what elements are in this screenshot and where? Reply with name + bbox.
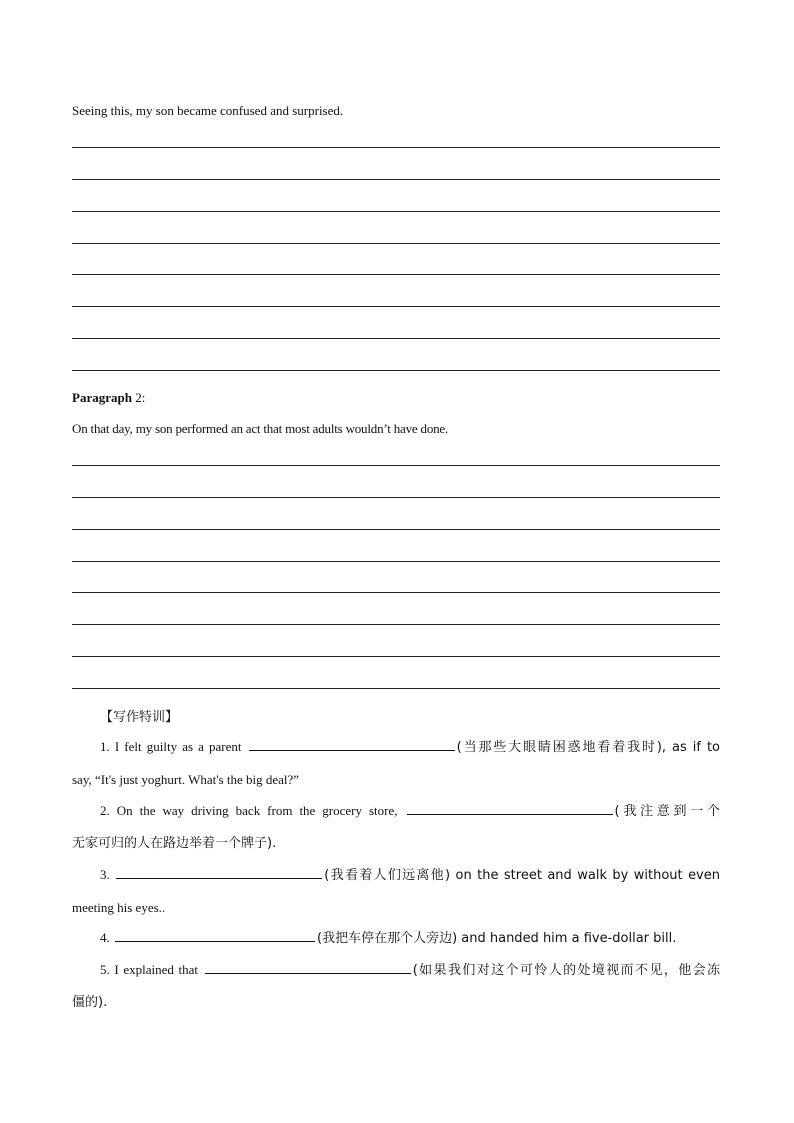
item-prefix: 2. On the way driving back from the grocery store,	[100, 803, 398, 818]
item-line	[72, 795, 720, 828]
training-item-5	[72, 954, 720, 1019]
writing-line[interactable]	[72, 656, 720, 657]
writing-line[interactable]	[72, 370, 720, 371]
writing-line[interactable]	[72, 243, 720, 244]
item-continuation: meeting his eyes..	[72, 900, 166, 915]
answer-blank[interactable]	[116, 866, 322, 879]
item-hint: (我注意到一个	[614, 804, 720, 819]
item-hint: (我把车停在那个人旁边) and handed him a five-dollar bill.	[317, 931, 677, 946]
training-item-4	[72, 922, 720, 955]
item-line	[72, 731, 720, 764]
writing-line[interactable]	[72, 529, 720, 530]
writing-line[interactable]	[72, 338, 720, 339]
item-prefix: 1. I felt guilty as a parent	[100, 739, 242, 754]
item-continuation: 僵的).	[72, 995, 108, 1010]
answer-blank[interactable]	[205, 961, 411, 974]
writing-line[interactable]	[72, 147, 720, 148]
item-line	[72, 954, 720, 987]
writing-line[interactable]	[72, 561, 720, 562]
writing-line[interactable]	[72, 624, 720, 625]
training-item-2	[72, 795, 720, 860]
writing-line[interactable]	[72, 274, 720, 275]
item-hint: (当那些大眼睛困惑地看着我时), as if to	[456, 740, 721, 755]
writing-line[interactable]	[72, 497, 720, 498]
item-prefix: 4.	[100, 930, 110, 945]
item-continuation: 无家可归的人在路边举着一个牌子).	[72, 836, 277, 851]
writing-line[interactable]	[72, 465, 720, 466]
answer-blank[interactable]	[249, 738, 455, 751]
paragraph2-heading	[72, 390, 145, 406]
training-title: 【写作特训】	[100, 710, 179, 725]
item-prefix: 5. I explained that	[100, 962, 199, 977]
training-item-3	[72, 859, 720, 924]
item-line	[72, 922, 720, 955]
answer-blank[interactable]	[115, 929, 315, 942]
item-line	[72, 859, 720, 892]
item-prefix: 3.	[100, 867, 110, 882]
paragraph2-opening: On that day, my son performed an act that most adults wouldn’t have done.	[72, 421, 449, 436]
paragraph-label: Paragraph	[72, 390, 132, 405]
writing-line[interactable]	[72, 211, 720, 212]
writing-line[interactable]	[72, 179, 720, 180]
paragraph1-opening: Seeing this, my son became confused and surprised.	[72, 103, 344, 118]
writing-line[interactable]	[72, 306, 720, 307]
item-hint: (我看着人们远离他) on the street and walk by without even	[324, 868, 720, 883]
paragraph-number: 2:	[131, 390, 146, 405]
answer-blank[interactable]	[407, 802, 613, 815]
item-continuation: say, “It's just yoghurt. What's the big deal?”	[72, 772, 300, 787]
writing-line[interactable]	[72, 688, 720, 689]
item-hint: (如果我们对这个可怜人的处境视而不见，他会冻	[412, 963, 721, 978]
training-item-1	[72, 731, 720, 796]
writing-line[interactable]	[72, 592, 720, 593]
